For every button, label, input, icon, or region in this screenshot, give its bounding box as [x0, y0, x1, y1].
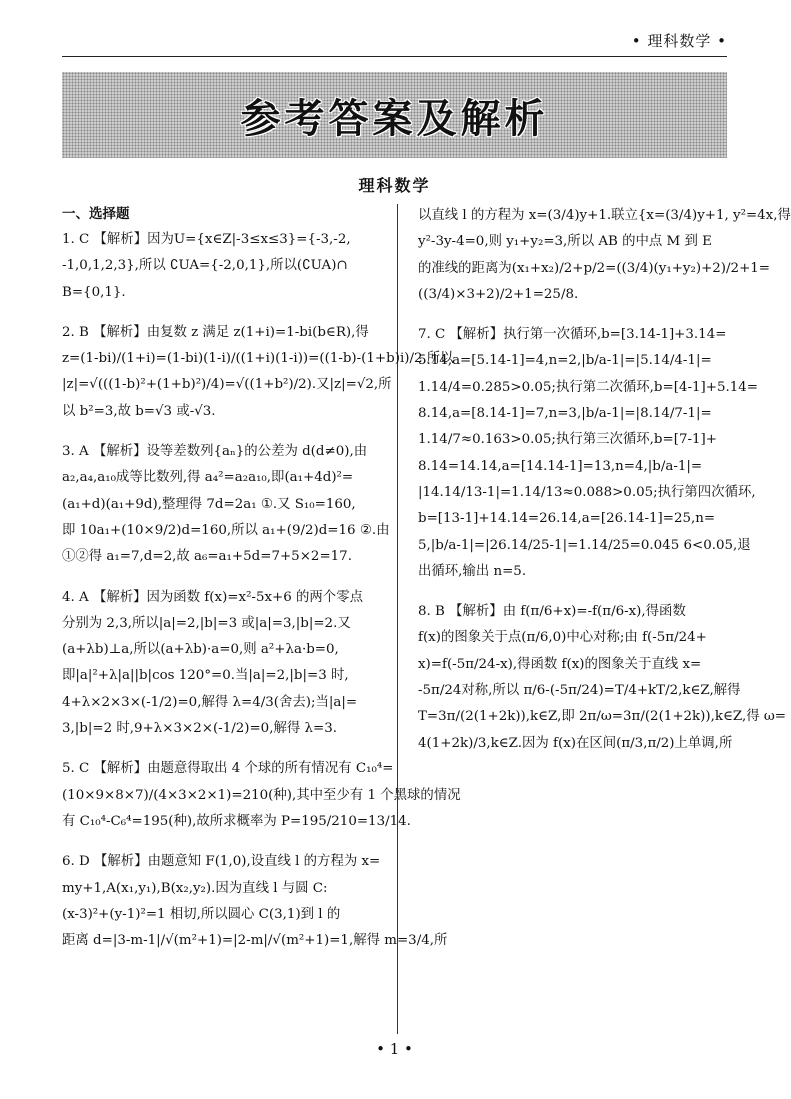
- answer-item: [62, 227, 388, 306]
- answer-line: 即|a|²+λ|a||b|cos 120°=0.当|a|=2,|b|=3 时,: [62, 668, 349, 684]
- answer-line: 1.14/7≈0.163>0.05;执行第三次循环,b=[7-1]+: [418, 432, 717, 448]
- answer-line: 3,|b|=2 时,9+λ×3×2×(-1/2)=0,解得 λ=3.: [62, 721, 337, 737]
- answer-line: 1. C 【解析】因为U={x∈Z|-3≤x≤3}={-3,-2,: [62, 232, 351, 247]
- answer-line: B={0,1}.: [62, 284, 126, 300]
- answer-line: 2. B 【解析】由复数 z 满足 z(1+i)=1-bi(b∈R),得: [62, 324, 369, 340]
- answer-item: [418, 322, 758, 585]
- answer-line: 4+λ×2×3×(-1/2)=0,解得 λ=4/3(舍去);当|a|=: [62, 694, 358, 710]
- answer-line: 以 b²=3,故 b=√3 或-√3.: [62, 403, 216, 419]
- answer-line: a₂,a₄,a₁₀成等比数列,得 a₄²=a₂a₁₀,即(a₁+4d)²=: [62, 470, 354, 486]
- page-number: • 1 •: [376, 1040, 413, 1058]
- answer-line: 分别为 2,3,所以|a|=2,|b|=3 或|a|=3,|b|=2.又: [62, 615, 351, 631]
- answer-line: my+1,A(x₁,y₁),B(x₂,y₂).因为直线 l 与圆 C:: [62, 880, 328, 896]
- answer-line: ①②得 a₁=7,d=2,故 a₆=a₁+5d=7+5×2=17.: [62, 549, 352, 565]
- answer-line: 5. C 【解析】由题意得取出 4 个球的所有情况有 C₁₀⁴=: [62, 761, 394, 777]
- answer-line: 8. B 【解析】由 f(π/6+x)=-f(π/6-x),得函数: [418, 604, 686, 620]
- answer-line: (10×9×8×7)/(4×3×2×1)=210(种),其中至少有 1 个黑球的情况: [62, 787, 461, 803]
- answer-line: f(x)的图象关于点(π/6,0)中心对称;由 f(-5π/24+: [418, 630, 707, 646]
- left-column: [62, 203, 461, 968]
- answer-line: 有 C₁₀⁴-C₆⁴=195(种),故所求概率为 P=195/210=13/14.: [62, 813, 411, 829]
- answer-list-left: [62, 227, 461, 954]
- answer-line: 1.14/4=0.285>0.05;执行第二次循环,b=[4-1]+5.14=: [418, 379, 758, 395]
- answer-line: 的准线的距离为(x₁+x₂)/2+p/2=((3/4)(y₁+y₂)+2)/2+1=: [418, 260, 771, 276]
- header-rule: [62, 56, 727, 57]
- header-subject-label: • 理科数学 •: [631, 32, 727, 50]
- answer-line: |14.14/13-1|=1.14/13≈0.088>0.05;执行第四次循环,: [418, 484, 756, 500]
- answer-line: 4. A 【解析】因为函数 f(x)=x²-5x+6 的两个零点: [62, 589, 363, 605]
- answer-item: [62, 585, 388, 743]
- answer-item: [62, 320, 454, 425]
- answer-line: (x-3)²+(y-1)²=1 相切,所以圆心 C(3,1)到 l 的: [62, 906, 341, 922]
- answer-line: -5π/24对称,所以 π/6-(-5π/24)=T/4+kT/2,k∈Z,解得: [418, 683, 741, 699]
- answer-line: 距离 d=|3-m-1|/√(m²+1)=|2-m|/√(m²+1)=1,解得 m=3/4,所: [62, 933, 448, 949]
- column-divider: [397, 204, 398, 1034]
- answer-line: 8.14=14.14,a=[14.14-1]=13,n=4,|b/a-1|=: [418, 458, 703, 474]
- answer-line: 3. A 【解析】设等差数列{aₙ}的公差为 d(d≠0),由: [62, 444, 368, 460]
- answer-line: 即 10a₁+(10×9/2)d=160,所以 a₁+(9/2)d=16 ②.由: [62, 522, 390, 538]
- answer-item: [418, 203, 791, 308]
- answer-line: 7. C 【解析】执行第一次循环,b=[3.14-1]+3.14=: [418, 327, 727, 343]
- answer-line: 出循环,输出 n=5.: [418, 563, 527, 579]
- answer-line: T=3π/(2(1+2k)),k∈Z,即 2π/ω=3π/(2(1+2k)),k∈Z,得 ω=: [418, 709, 787, 725]
- answer-item: [418, 599, 787, 757]
- answer-list-right: [418, 203, 791, 757]
- answer-item: [62, 756, 461, 835]
- answer-line: 5.14,a=[5.14-1]=4,n=2,|b/a-1|=|5.14/4-1|=: [418, 353, 712, 369]
- answer-line: 以直线 l 的方程为 x=(3/4)y+1.联立{x=(3/4)y+1, y²=4x,得: [418, 208, 791, 223]
- answer-item: [62, 849, 448, 954]
- subject-title: 理科数学: [358, 176, 431, 195]
- answer-line: (a₁+d)(a₁+9d),整理得 7d=2a₁ ①.又 S₁₀=160,: [62, 496, 356, 512]
- answer-line: 5,|b/a-1|=|26.14/25-1|=1.14/25=0.045 6<0.05,退: [418, 537, 751, 553]
- answer-item: [62, 439, 388, 570]
- answer-line: b=[13-1]+14.14=26.14,a=[26.14-1]=25,n=: [418, 511, 716, 527]
- banner-title: 参考答案及解析: [240, 95, 549, 142]
- answer-line: 4(1+2k)/3,k∈Z.因为 f(x)在区间(π/3,π/2)上单调,所: [418, 735, 733, 751]
- answer-line: |z|=√(((1-b)²+(1+b)²)/4)=√((1+b²)/2).又|z|=√2,所: [62, 377, 392, 393]
- answer-line: (a+λb)⊥a,所以(a+λb)·a=0,则 a²+λa·b=0,: [62, 642, 339, 658]
- answer-line: -1,0,1,2,3},所以 ∁UA={-2,0,1},所以(∁UA)∩: [62, 258, 348, 274]
- answer-line: z=(1-bi)/(1+i)=(1-bi)(1-i)/((1+i)(1-i))=((1-b)-(1+b)i)/2,所以: [62, 351, 454, 367]
- section-heading: 一、选择题: [62, 206, 130, 222]
- right-column: [418, 203, 791, 771]
- answer-line: y²-3y-4=0,则 y₁+y₂=3,所以 AB 的中点 M 到 E: [418, 234, 712, 250]
- answer-line: 6. D 【解析】由题意知 F(1,0),设直线 l 的方程为 x=: [62, 854, 381, 870]
- title-banner: [62, 72, 727, 158]
- answer-line: 8.14,a=[8.14-1]=7,n=3,|b/a-1|=|8.14/7-1|=: [418, 406, 712, 422]
- answer-line: ((3/4)×3+2)/2+1=25/8.: [418, 286, 579, 302]
- answer-line: x)=f(-5π/24-x),得函数 f(x)的图象关于直线 x=: [418, 656, 702, 672]
